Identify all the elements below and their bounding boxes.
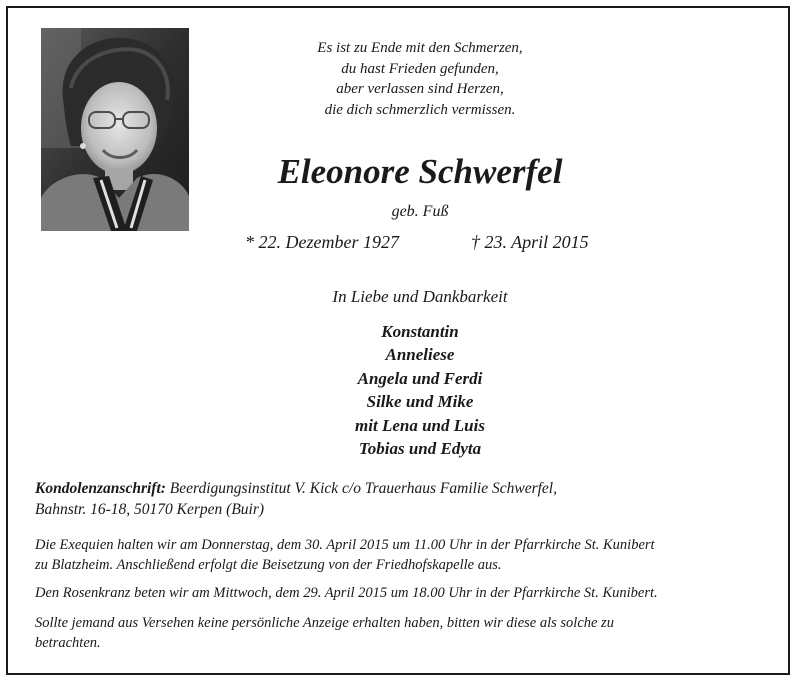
exequies-line-2: zu Blatzheim. Anschließend erfolgt die Beisetzung von der Friedhofskapelle aus. (35, 557, 502, 573)
condolence-line-1: Beerdigungsinstitut V. Kick c/o Trauerhaus Familie Schwerfel, (165, 480, 557, 497)
deceased-name: Eleonore Schwerfel (277, 152, 563, 191)
birth-date: * 22. Dezember 1927 (245, 232, 399, 252)
rosary-line: Den Rosenkranz beten wir am Mittwoch, dem 29. April 2015 um 18.00 Uhr in der Pfarrkirche St. Kunibert. (35, 585, 658, 601)
mourner-name: Angela und Ferdi (357, 368, 483, 388)
mourner-name: Tobias und Edyta (358, 439, 482, 459)
birth-name: geb. Fuß (391, 203, 449, 220)
condolence-label: Kondolenzanschrift: (35, 480, 166, 497)
portrait-photo (41, 28, 189, 231)
poem-line: du hast Frieden gefunden, (341, 60, 499, 77)
mourner-name: mit Lena und Luis (355, 415, 485, 435)
exequies-line-1: Die Exequien halten wir am Donnerstag, dem 30. April 2015 um 11.00 Uhr in der Pfarrkirche St. Kunibert (35, 537, 655, 553)
mourner-name: Silke und Mike (366, 392, 474, 412)
poem-line: aber verlassen sind Herzen, (336, 81, 504, 97)
death-date: † 23. April 2015 (471, 232, 589, 252)
mourners-list (270, 320, 570, 460)
poem-line: Es ist zu Ende mit den Schmerzen, (317, 40, 523, 56)
mourner-name: Anneliese (385, 345, 455, 365)
poem (220, 38, 620, 120)
condolence-address (35, 479, 775, 520)
exequies-notice (35, 535, 780, 575)
poem-line: die dich schmerzlich vermissen. (324, 101, 516, 118)
personal-line-1: Sollte jemand aus Versehen keine persönliche Anzeige erhalten haben, bitten wir diese als solche zu (35, 615, 614, 631)
mourners-intro: In Liebe und Dankbarkeit (332, 287, 508, 306)
rosary-notice (35, 583, 780, 603)
personal-notice (35, 613, 780, 653)
personal-line-2: betrachten. (35, 635, 101, 651)
mourner-name: Konstantin (381, 322, 459, 341)
condolence-line-2: Bahnstr. 16-18, 50170 Kerpen (Buir) (35, 500, 265, 518)
